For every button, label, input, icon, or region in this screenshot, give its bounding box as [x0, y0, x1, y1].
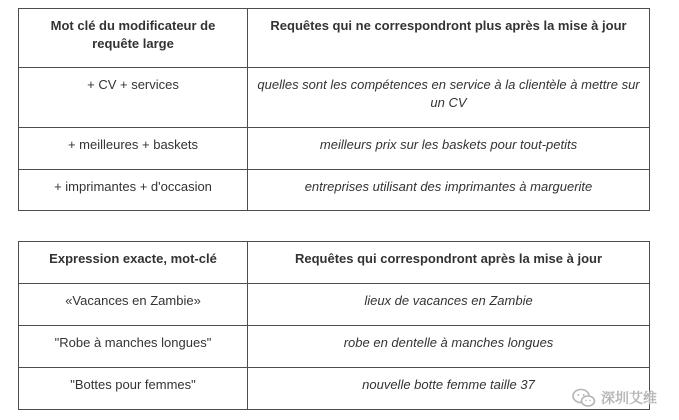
table-row — [19, 368, 650, 410]
keyword-cell: "Bottes pour femmes" — [19, 368, 248, 410]
query-cell: nouvelle botte femme taille 37 — [248, 368, 650, 410]
table-row — [19, 68, 650, 128]
query-cell: quelles sont les compétences en service à la clientèle à mettre sur un CV — [248, 68, 650, 128]
query-cell: robe en dentelle à manches longues — [248, 326, 650, 368]
wechat-icon — [572, 388, 596, 408]
query-cell: entreprises utilisant des imprimantes à marguerite — [248, 170, 650, 211]
keyword-cell: + meilleures + baskets — [19, 128, 248, 170]
table-header-row — [19, 242, 650, 284]
table-row — [19, 284, 650, 326]
table-row — [19, 326, 650, 368]
exact-match-table — [18, 241, 650, 410]
watermark — [572, 388, 657, 408]
keyword-cell: "Robe à manches longues" — [19, 326, 248, 368]
table-row — [19, 170, 650, 211]
column-header-keyword: Expression exacte, mot-clé — [19, 242, 248, 284]
broad-modifier-table — [18, 8, 650, 211]
column-header-keyword: Mot clé du modificateur de requête large — [19, 9, 248, 68]
watermark-text: 深圳艾维 — [601, 390, 657, 406]
query-cell: lieux de vacances en Zambie — [248, 284, 650, 326]
table-row — [19, 128, 650, 170]
column-header-queries: Requêtes qui ne correspondront plus après la mise à jour — [248, 9, 650, 68]
keyword-cell: + CV + services — [19, 68, 248, 128]
query-cell: meilleurs prix sur les baskets pour tout-petits — [248, 128, 650, 170]
keyword-cell: + imprimantes + d'occasion — [19, 170, 248, 211]
keyword-cell: «Vacances en Zambie» — [19, 284, 248, 326]
column-header-queries: Requêtes qui correspondront après la mise à jour — [248, 242, 650, 284]
table-header-row — [19, 9, 650, 68]
